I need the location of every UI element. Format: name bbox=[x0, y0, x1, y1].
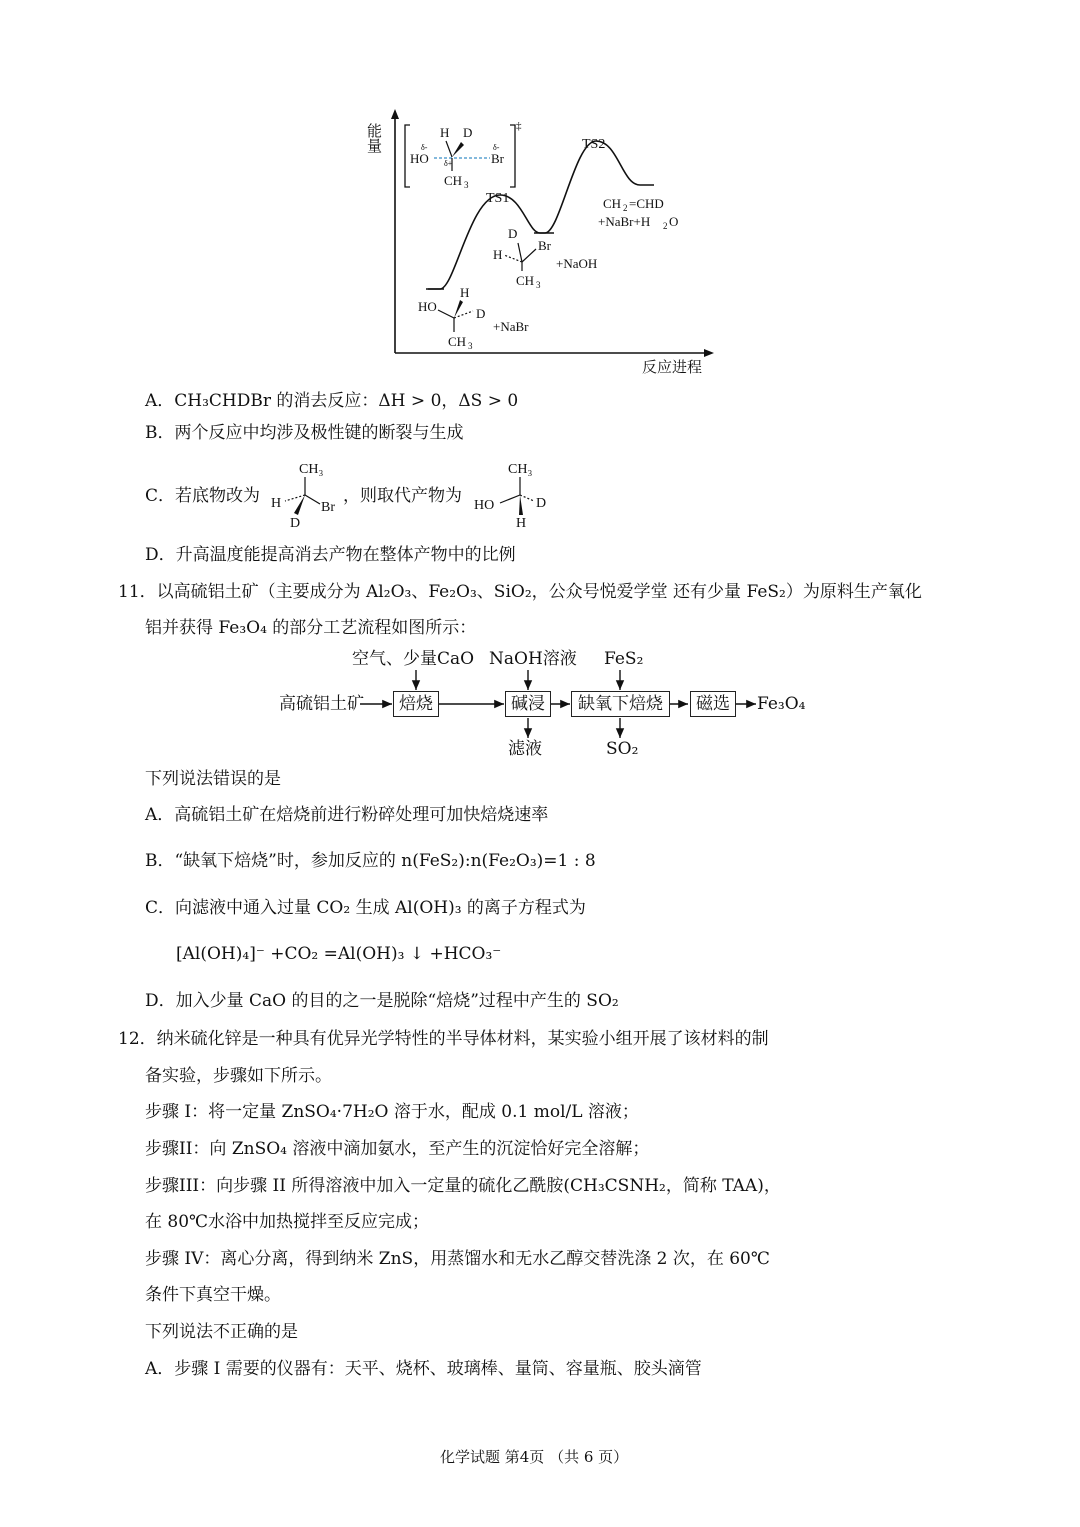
substrate-structure bbox=[493, 226, 597, 290]
q12-step-3a: 步骤III：向步骤 II 所得溶液中加入一定量的硫化乙酰胺(CH₃CSNH₂，简称 TAA)， bbox=[145, 1176, 781, 1196]
elimination-product bbox=[598, 196, 678, 231]
q12-step-4b: 条件下真空干燥。 bbox=[145, 1285, 281, 1305]
q12-step-3b: 在 80℃水浴中加热搅拌至反应完成； bbox=[145, 1212, 430, 1232]
flow-box-alkali-leach: 碱浸 bbox=[505, 691, 551, 717]
svg-text:H: H bbox=[516, 516, 527, 529]
svg-text:2: 2 bbox=[623, 203, 628, 213]
flow-start: 高硫铝土矿 bbox=[279, 694, 364, 714]
svg-text:H: H bbox=[440, 125, 450, 140]
svg-text:H: H bbox=[460, 285, 470, 300]
flow-input-1: 空气、少量CaO bbox=[352, 649, 475, 669]
svg-text:Br: Br bbox=[538, 238, 551, 253]
q11-option-a: A．高硫铝土矿在焙烧前进行粉碎处理可加快焙烧速率 bbox=[145, 805, 549, 825]
x-axis-label: 反应进程 bbox=[642, 360, 703, 376]
q10-option-c-mid: ，则取代产物为 bbox=[343, 486, 462, 506]
svg-text:CH: CH bbox=[448, 334, 467, 349]
svg-text:Br: Br bbox=[491, 151, 504, 166]
q10-option-a: A．CH₃CHDBr 的消去反应：ΔH > 0，ΔS > 0 bbox=[145, 391, 519, 411]
flow-output-2: SO₂ bbox=[606, 739, 639, 759]
svg-text:O: O bbox=[669, 214, 679, 229]
flow-end: Fe₃O₄ bbox=[757, 694, 806, 714]
page-footer: 化学试题 第4页 （共 6 页） bbox=[440, 1448, 629, 1466]
svg-text:CH: CH bbox=[516, 273, 535, 288]
q10-c-product bbox=[470, 457, 555, 529]
q11-option-c-equation: [Al(OH)₄]⁻ +CO₂ =Al(OH)₃ ↓ +HCO₃⁻ bbox=[176, 944, 502, 964]
svg-text:HO: HO bbox=[410, 151, 429, 166]
q12-step-2: 步骤II：向 ZnSO₄ 溶液中滴加氨水，至产生的沉淀恰好完全溶解； bbox=[145, 1139, 650, 1159]
q10-option-d: D．升高温度能提高消去产物在整体产物中的比例 bbox=[145, 545, 516, 565]
svg-text:CH: CH bbox=[444, 173, 463, 188]
flow-box-anoxic-roast: 缺氧下焙烧 bbox=[571, 691, 670, 717]
q12-step-1: 步骤 I：将一定量 ZnSO₄·7H₂O 溶于水，配成 0.1 mol/L 溶液； bbox=[145, 1102, 639, 1122]
svg-text:D: D bbox=[463, 125, 473, 140]
q11-option-b: B．“缺氧下焙烧”时，参加反应的 n(FeS₂):n(Fe₂O₃)=1 : 8 bbox=[145, 851, 596, 871]
flow-box-roast: 焙烧 bbox=[393, 691, 439, 717]
y-axis-label: 能量 bbox=[365, 123, 381, 153]
svg-text:CH₃: CH₃ bbox=[508, 462, 533, 477]
q11-stem-1: 11．以高硫铝土矿（主要成分为 Al₂O₃、Fe₂O₃、SiO₂，公众号悦爱学堂 还有少量 FeS₂）为原料生产氧化 bbox=[118, 582, 922, 602]
svg-text:3: 3 bbox=[468, 341, 473, 351]
q10-option-b: B．两个反应中均涉及极性键的断裂与生成 bbox=[145, 423, 464, 443]
y-axis-arrow bbox=[391, 109, 399, 119]
flow-input-3: FeS₂ bbox=[604, 649, 644, 669]
q10-c-substrate bbox=[265, 457, 345, 529]
svg-text:CH₃: CH₃ bbox=[299, 462, 324, 477]
svg-text:3: 3 bbox=[464, 180, 469, 190]
ts1-label: TS1 bbox=[486, 191, 510, 206]
flow-input-2: NaOH溶液 bbox=[489, 649, 577, 669]
svg-text:H: H bbox=[493, 247, 503, 262]
flow-output-1: 滤液 bbox=[508, 739, 542, 759]
transition-state-structure bbox=[405, 120, 522, 190]
q11-option-d: D．加入少量 CaO 的目的之一是脱除“焙烧”过程中产生的 SO₂ bbox=[145, 991, 619, 1011]
energy-diagram bbox=[360, 105, 720, 380]
q11-ask: 下列说法错误的是 bbox=[145, 769, 281, 789]
svg-text:H: H bbox=[271, 496, 282, 511]
q12-ask: 下列说法不正确的是 bbox=[145, 1322, 298, 1342]
svg-text:D: D bbox=[476, 306, 486, 321]
svg-text:D: D bbox=[290, 516, 301, 529]
ts2-label: TS2 bbox=[582, 137, 606, 152]
svg-text:D: D bbox=[536, 496, 547, 511]
q10-option-c-prefix: C．若底物改为 bbox=[145, 486, 261, 506]
svg-text:+NaBr+H: +NaBr+H bbox=[598, 214, 651, 229]
q11-option-c: C．向滤液中通入过量 CO₂ 生成 Al(OH)₃ 的离子方程式为 bbox=[145, 898, 586, 918]
q12-stem-1: 12．纳米硫化锌是一种具有优异光学特性的半导体材料，某实验小组开展了该材料的制 bbox=[118, 1029, 769, 1049]
svg-text:Br: Br bbox=[321, 500, 335, 515]
svg-text:D: D bbox=[508, 226, 518, 241]
flow-box-magnetic: 磁选 bbox=[690, 691, 736, 717]
q12-stem-2: 备实验，步骤如下所示。 bbox=[145, 1066, 332, 1086]
start-structure bbox=[418, 285, 529, 351]
svg-text:+NaBr: +NaBr bbox=[493, 319, 529, 334]
svg-text:3: 3 bbox=[536, 280, 541, 290]
q11-stem-2: 铝并获得 Fe₃O₄ 的部分工艺流程如图所示： bbox=[145, 618, 477, 638]
x-axis-arrow bbox=[704, 349, 714, 357]
svg-text:‡: ‡ bbox=[516, 120, 522, 132]
svg-text:HO: HO bbox=[474, 498, 495, 513]
svg-text:+NaOH: +NaOH bbox=[556, 256, 598, 271]
q12-step-4a: 步骤 IV：离心分离，得到纳米 ZnS，用蒸馏水和无水乙醇交替洗涤 2 次，在 60℃ bbox=[145, 1249, 770, 1269]
svg-text:δ+: δ+ bbox=[444, 159, 453, 168]
svg-text:=CHD: =CHD bbox=[629, 196, 664, 211]
svg-text:2: 2 bbox=[663, 221, 668, 231]
q12-option-a: A．步骤 I 需要的仪器有：天平、烧杯、玻璃棒、量筒、容量瓶、胶头滴管 bbox=[145, 1359, 702, 1379]
svg-text:δ-: δ- bbox=[493, 143, 500, 152]
svg-text:HO: HO bbox=[418, 299, 437, 314]
svg-text:δ-: δ- bbox=[421, 143, 428, 152]
svg-text:CH: CH bbox=[603, 196, 622, 211]
flow-arrows bbox=[360, 668, 760, 740]
